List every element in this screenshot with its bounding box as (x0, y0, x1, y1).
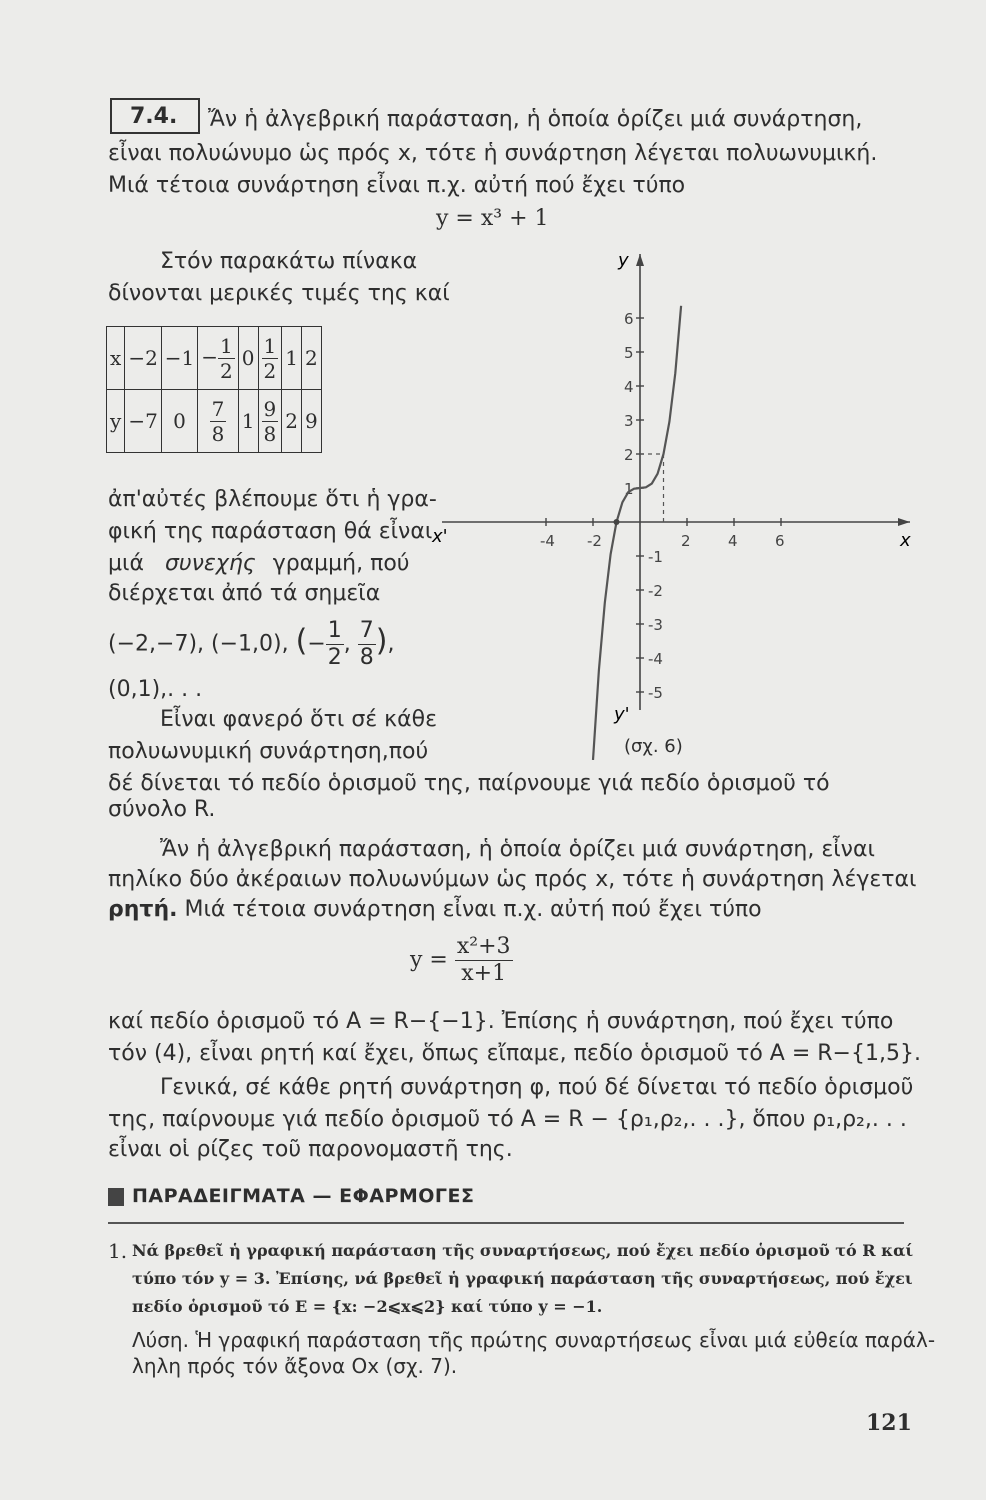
rational-line-6: Γενικά, σέ κάθε ρητή συνάρτηση φ, πού δέ δίνεται τό πεδίο ὁρισμοῦ (160, 1075, 914, 1100)
table-intro-line-1: Στόν παρακάτω πίνακα (160, 249, 418, 274)
description-line-9: δέ δίνεται τό πεδίο ὁρισμοῦ της, παίρνουμε γιά πεδίο ὁρισμοῦ τό (108, 771, 830, 796)
y-tick-label: 6 (624, 310, 634, 328)
rational-line-2: πηλίκο δύο ἀκέραιων πολυωνύμων ὡς πρός x, τότε ἡ συνάρτηση λέγεται (108, 867, 917, 892)
examples-header: ΠΑΡΑΔΕΙΓΜΑΤΑ — ΕΦΑΡΜΟΓΕΣ (132, 1185, 475, 1207)
table-x-cell: −2 (125, 327, 161, 390)
section-line-1: Ἄν ἡ ἀλγεβρική παράσταση, ἡ ὁποία ὁρίζει μιά συνάρτηση, (208, 107, 863, 132)
x-tick-label: 6 (775, 532, 785, 550)
y-tick-label: 1 (624, 480, 634, 498)
y-tick-label: 2 (624, 446, 634, 464)
y-axis-arrow (636, 254, 644, 266)
rational-line-8: εἶναι οἱ ρίζες τοῦ παρονομαστῆ της. (108, 1137, 513, 1162)
rational-line-7: της, παίρνουμε γιά πεδίο ὁρισμοῦ τό A = R − {ρ₁,ρ₂,. . .}, ὅπου ρ₁,ρ₂,. . . (108, 1107, 907, 1132)
table-y-cell: 2 (282, 390, 302, 453)
description-line-4: διέρχεται ἀπό τά σημεῖα (108, 581, 381, 606)
section-line-2: εἶναι πολυώνυμο ὡς πρός x, τότε ἡ συνάρτηση λέγεται πολυωνυμική. (108, 141, 878, 166)
table-y-cell: 9 (301, 390, 321, 453)
table-x-cell: 0 (238, 327, 258, 390)
x-tick-label: 4 (728, 532, 738, 550)
x-axis-neg-label: x' (432, 526, 448, 547)
y-tick-label: 3 (624, 412, 634, 430)
description-points: (−2,−7), (−1,0), (− $\frac{1}{2}$ , $\frac{7}{8}$ ), (108, 618, 395, 670)
table-y-cell: 0 (161, 390, 197, 453)
rational-line-5: τόν (4), εἶναι ρητή καί ἔχει, ὅπως εἴπαμε, πεδίο ὁρισμοῦ τό A = R−{1,5}. (108, 1041, 921, 1066)
x-tick-label: -2 (587, 532, 602, 550)
description-line-7: Εἶναι φανερό ὅτι σέ κάθε (160, 707, 437, 732)
table-y-label: y (107, 390, 125, 453)
description-line-10: σύνολο R. (108, 797, 216, 822)
section-line-3: Μιά τέτοια συνάρτηση εἶναι π.χ. αὐτή πού ἔχει τύπο (108, 173, 686, 198)
table-y-cell: $\frac{9}{8}$ (258, 390, 282, 453)
solution-line-2: ληλη πρός τόν ἄξονα Ox (σχ. 7). (132, 1354, 458, 1378)
table-y-cell: $\frac{7}{8}$ (198, 390, 239, 453)
page-number: 121 (866, 1410, 912, 1436)
graph-ticks (540, 310, 785, 702)
graph-guides (614, 454, 664, 525)
table-row-y (107, 390, 322, 453)
description-line-1: ἀπ'αὐτές βλέπουμε ὅτι ἡ γρα- (108, 487, 437, 512)
table-x-label: x (107, 327, 125, 390)
table-x-cell: 2 (301, 327, 321, 390)
y-tick-label: 4 (624, 378, 634, 396)
rational-line-4: καί πεδίο ὁρισμοῦ τό A = R−{−1}. Ἐπίσης ἡ συνάρτηση, πού ἔχει τύπο (108, 1009, 894, 1034)
table-x-cell: − $\frac{1}{2}$ (198, 327, 239, 390)
y-axis-label: y (618, 250, 629, 271)
description-line-2: φική της παράσταση θά εἶναι (108, 519, 433, 544)
y-tick-label: -2 (648, 582, 663, 600)
description-line-8: πολυωνυμική συνάρτηση,πού (108, 739, 429, 764)
section-number: 7.4. (130, 104, 178, 129)
x-axis-arrow (898, 518, 910, 526)
example-line-2: τύπο τόν y = 3. Ἐπίσης, νά βρεθεῖ ἡ γραφική παράσταση τῆς συναρτήσεως, πού ἔχει (132, 1269, 913, 1288)
description-line-3: μιά συνεχής γραμμή, πού (108, 551, 410, 576)
polynomial-formula: y = x³ + 1 (436, 206, 549, 231)
figure-caption: (σχ. 6) (624, 736, 683, 757)
example-line-1: Νά βρεθεῖ ἡ γραφική παράσταση τῆς συναρτήσεως, πού ἔχει πεδίο ὁρισμοῦ τό R καί (132, 1241, 914, 1260)
rational-line-3: ρητή. Μιά τέτοια συνάρτηση εἶναι π.χ. αὐτή πού ἔχει τύπο (108, 897, 762, 922)
point-marker (614, 519, 620, 525)
value-table (106, 326, 322, 453)
table-y-cell: 1 (238, 390, 258, 453)
y-tick-label: -5 (648, 684, 663, 702)
y-tick-label: -3 (648, 616, 663, 634)
table-intro-line-2: δίνονται μερικές τιμές της καί (108, 281, 450, 306)
x-tick-label: -4 (540, 532, 555, 550)
description-line-6: (0,1),. . . (108, 677, 203, 702)
y-tick-label: -4 (648, 650, 663, 668)
table-x-cell: 1 (282, 327, 302, 390)
rational-formula: y = $\frac{\text{x²+3}}{x+1}$ (410, 934, 511, 986)
section-marker-icon (108, 1188, 124, 1206)
table-x-cell: $\frac{1}{2}$ (258, 327, 282, 390)
divider (108, 1222, 904, 1224)
table-y-cell: −7 (125, 390, 161, 453)
table-x-cell: −1 (161, 327, 197, 390)
y-tick-label: 5 (624, 344, 634, 362)
table-row-x (107, 327, 322, 390)
cubic-graph (430, 240, 920, 760)
rational-line-1: Ἄν ἡ ἀλγεβρική παράσταση, ἡ ὁποία ὁρίζει μιά συνάρτηση, εἶναι (160, 837, 875, 862)
x-tick-label: 2 (681, 532, 691, 550)
x-axis-label: x (900, 530, 911, 551)
y-axis-neg-label: y' (614, 704, 630, 725)
example-number: 1. (108, 1239, 128, 1263)
solution-line-1: Λύση. Ἡ γραφική παράσταση τῆς πρώτης συναρτήσεως εἶναι μιά εὐθεία παράλ- (132, 1328, 936, 1352)
y-tick-label: -1 (648, 548, 663, 566)
example-line-3: πεδίο ὁρισμοῦ τό E = {x: −2⩽x⩽2} καί τύπο y = −1. (132, 1297, 603, 1316)
graph-axes (442, 254, 910, 710)
